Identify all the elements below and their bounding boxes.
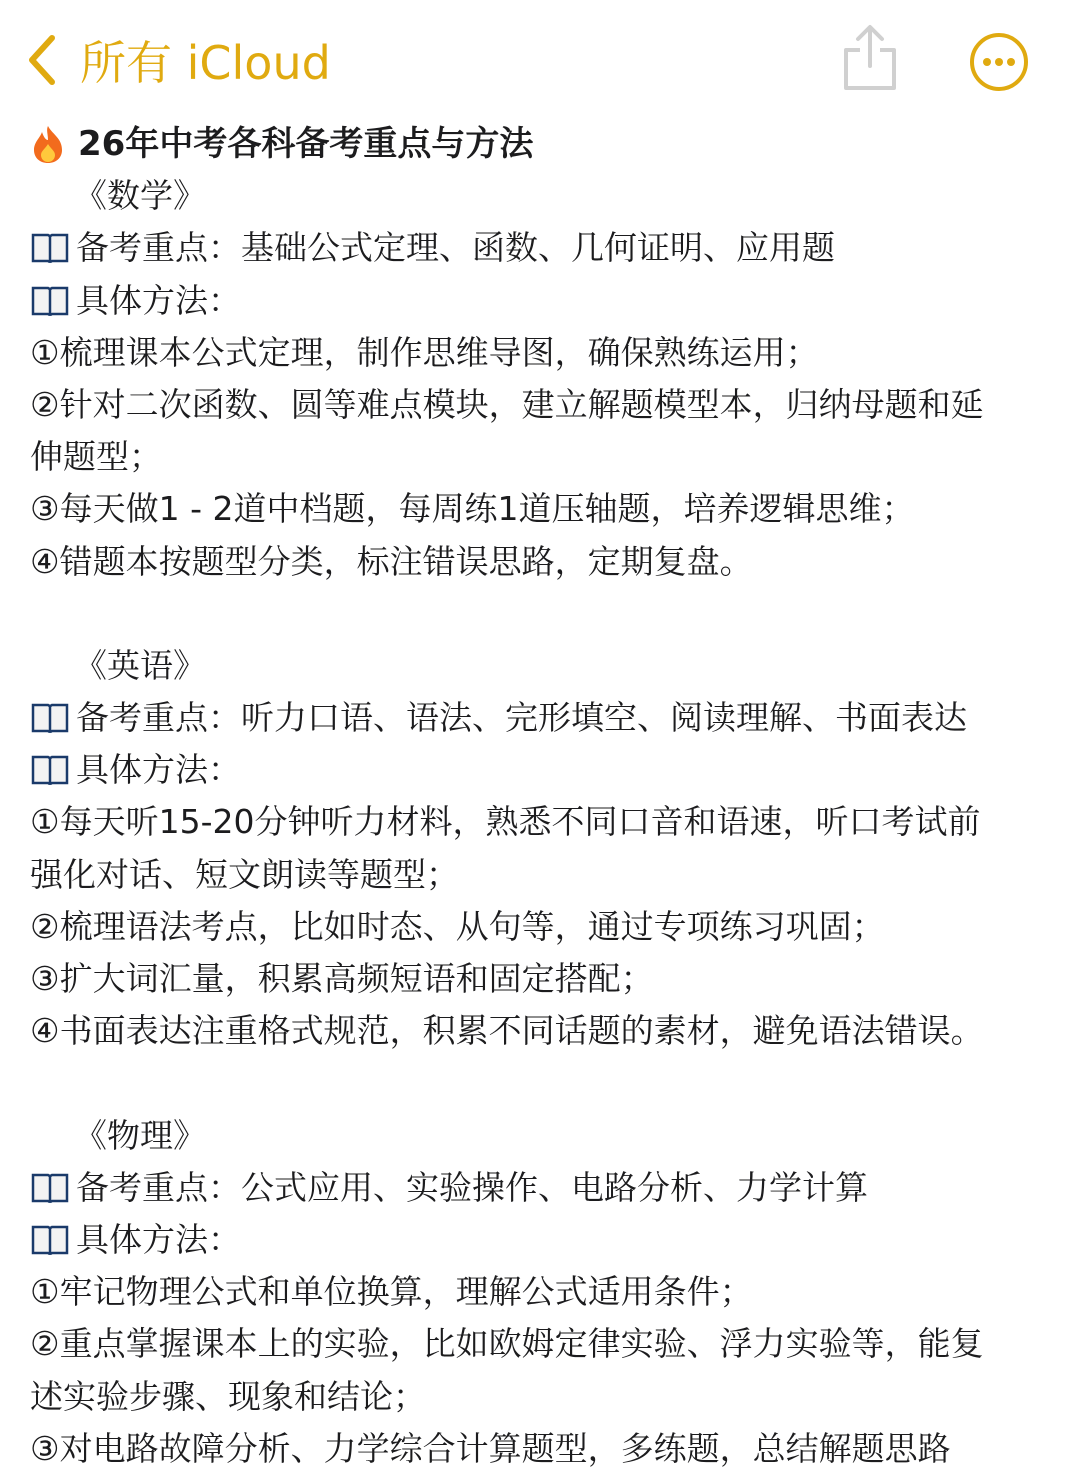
- blank-line: [30, 1057, 1060, 1109]
- english-methods-label: 具体方法：: [76, 750, 241, 790]
- chevron-left-icon: [24, 32, 58, 88]
- physics-method-2: ②重点掌握课本上的实验，比如欧姆定律实验、浮力实验等，能复: [30, 1324, 984, 1364]
- physics-header: 《物理》: [74, 1115, 206, 1155]
- fire-icon: [30, 124, 66, 164]
- back-label: 所有 iCloud: [80, 36, 331, 90]
- english-method-1-cont: 强化对话、短文朗读等题型；: [30, 854, 459, 894]
- navigation-bar: [0, 0, 1080, 120]
- open-book-icon: [30, 1223, 70, 1257]
- open-book-icon: [30, 753, 70, 787]
- english-key-points-line: [30, 692, 1060, 744]
- math-method-2: ②针对二次函数、圆等难点模块，建立解题模型本，归纳母题和延: [30, 384, 984, 424]
- open-book-icon: [30, 1171, 70, 1205]
- back-button[interactable]: [24, 30, 331, 90]
- math-methods-label: 具体方法：: [76, 280, 241, 320]
- physics-methods-label-line: [30, 1214, 1060, 1266]
- note-title-line: [30, 118, 1060, 170]
- math-methods-label-line: [30, 275, 1060, 327]
- math-key-points-line: [30, 222, 1060, 274]
- english-header: 《英语》: [74, 645, 206, 685]
- physics-method-1: ①牢记物理公式和单位换算，理解公式适用条件；: [30, 1272, 753, 1312]
- more-options-icon[interactable]: [968, 31, 1030, 93]
- english-key-points: 备考重点：听力口语、语法、完形填空、阅读理解、书面表达: [76, 698, 967, 738]
- physics-method-3: ③对电路故障分析、力学综合计算题型，多练题，总结解题思路: [30, 1428, 951, 1468]
- blank-line: [30, 588, 1060, 640]
- english-method-3: ③扩大词汇量，积累高频短语和固定搭配；: [30, 959, 654, 998]
- math-header: 《数学》: [74, 176, 206, 216]
- english-method-1: ①每天听15-20分钟听力材料，熟悉不同口音和语速，听口考试前: [30, 802, 981, 842]
- open-book-icon: [30, 284, 70, 318]
- math-method-1: ①梳理课本公式定理，制作思维导图，确保熟练运用；: [30, 332, 819, 372]
- share-icon[interactable]: [838, 22, 902, 94]
- open-book-icon: [30, 701, 70, 735]
- physics-methods-label: 具体方法：: [76, 1219, 241, 1259]
- physics-key-points: 备考重点：公式应用、实验操作、电路分析、力学计算: [76, 1167, 868, 1207]
- math-method-3: ③每天做1 - 2道中档题，每周练1道压轴题，培养逻辑思维；: [30, 489, 915, 529]
- math-method-4: ④错题本按题型分类，标注错误思路，定期复盘。: [30, 541, 753, 581]
- open-book-icon: [30, 231, 70, 265]
- english-methods-label-line: [30, 744, 1060, 796]
- physics-method-2-cont: 述实验步骤、现象和结论；: [30, 1376, 426, 1416]
- english-method-4: ④书面表达注重格式规范，积累不同话题的素材，避免语法错误。: [30, 1011, 984, 1051]
- math-key-points: 备考重点：基础公式定理、函数、几何证明、应用题: [76, 228, 835, 268]
- physics-key-points-line: [30, 1162, 1060, 1214]
- note-title: 26年中考各科备考重点与方法: [78, 124, 534, 164]
- note-body[interactable]: [30, 118, 1060, 1475]
- english-method-2: ②梳理语法考点，比如时态、从句等，通过专项练习巩固；: [30, 906, 885, 946]
- math-method-2-cont: 伸题型；: [30, 437, 162, 477]
